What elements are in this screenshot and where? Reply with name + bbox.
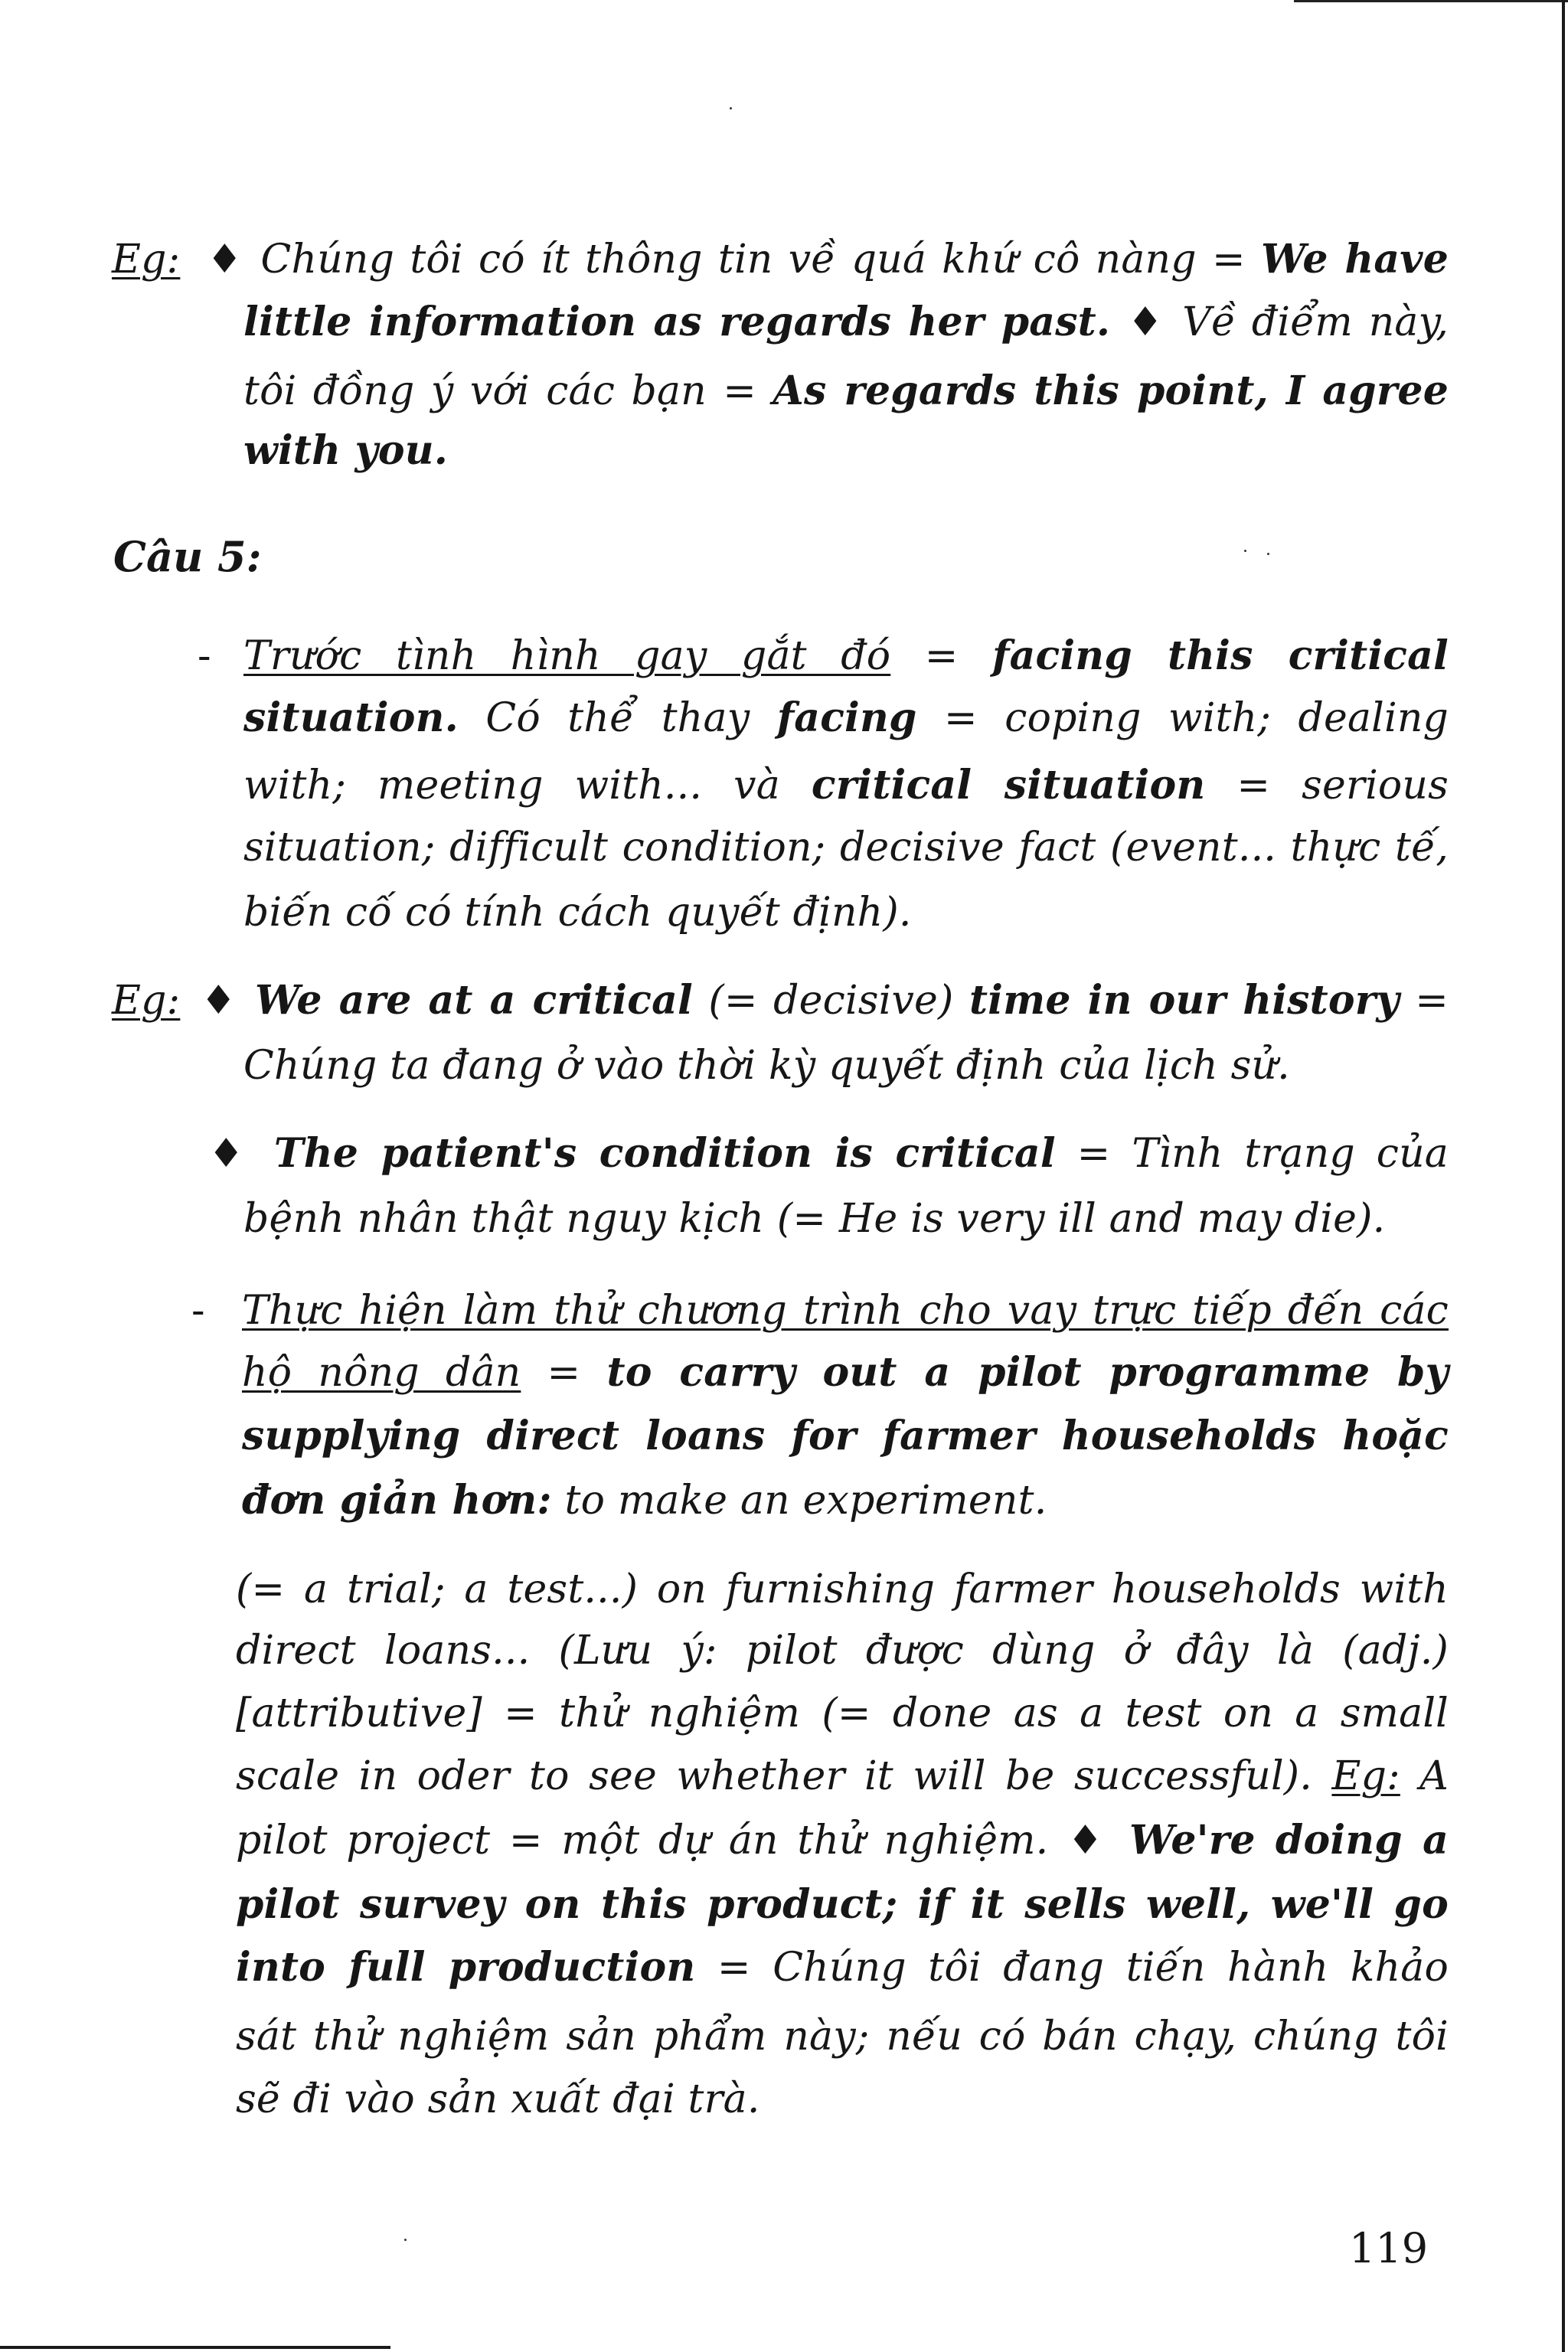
text-span: tôi đồng ý với các bạn = <box>243 368 773 414</box>
text-span: We are at a critical <box>255 977 693 1024</box>
text-line <box>243 761 1449 810</box>
text-line <box>236 1880 1449 1929</box>
eg-label: Eg: <box>112 978 181 1024</box>
dash-marker: - <box>198 633 211 679</box>
scan-edge-top <box>1294 0 1568 2</box>
text-line <box>242 1348 1449 1397</box>
text-line <box>243 426 448 475</box>
text-span: = coping with; dealing <box>916 695 1449 741</box>
page-number: 119 <box>1349 2224 1429 2272</box>
text-line: bệnh nhân thật nguy kịch (= He is very ill and may die). <box>243 1196 1386 1242</box>
text-line: sẽ đi vào sản xuất đại trà. <box>236 2076 760 2122</box>
text-span: supplying direct loans for farmer households hoặc <box>242 1413 1449 1459</box>
text-span: into full production <box>236 1944 696 1991</box>
text-span: As regards this point, I agree <box>773 368 1449 414</box>
text-span: = Tình trạng của <box>1055 1131 1449 1177</box>
text-line <box>243 694 1449 743</box>
bullet-icon: ♦ <box>207 237 246 283</box>
text-line <box>236 1943 1449 1992</box>
text-span: with; meeting with... và <box>243 763 812 808</box>
eg-label: Eg: <box>112 237 181 283</box>
text-span: = Chúng tôi đang tiến hành khảo <box>695 1945 1449 1991</box>
text-span: little information as regards her past. <box>243 299 1128 345</box>
text-span: We're doing a <box>1109 1817 1449 1864</box>
text-span: = serious <box>1205 763 1449 808</box>
text-span: = <box>521 1350 607 1396</box>
text-span: = <box>890 633 993 679</box>
text-line <box>208 1129 1449 1178</box>
text-line <box>243 632 1449 681</box>
text-span: A <box>1400 1753 1449 1799</box>
text-span: time in our history <box>969 977 1400 1024</box>
scan-speck <box>730 107 732 109</box>
scan-speck <box>1267 553 1269 555</box>
text-span: (= decisive) <box>692 978 969 1024</box>
dash-marker: - <box>191 1288 205 1334</box>
text-span: facing this critical <box>992 632 1449 679</box>
text-line: (= a trial; a test...) on furnishing farmer households with <box>236 1566 1449 1612</box>
scan-edge-bottom <box>0 2346 390 2349</box>
section-heading: Câu 5: <box>113 532 262 581</box>
underlined-phrase: hộ nông dân <box>242 1350 521 1396</box>
text-line: situation; difficult condition; decisive fact (event... thực tế, <box>243 825 1449 871</box>
text-line <box>243 367 1449 416</box>
text-span: pilot project = một dự án thử nghiệm. <box>236 1818 1068 1864</box>
text-span: Chúng tôi có ít thông tin về quá khứ cô nàng = <box>260 237 1261 283</box>
text-span: We have <box>1260 236 1449 283</box>
text-line: direct loans... (Lưu ý: pilot được dùng ở đây là (adj.) <box>236 1628 1449 1674</box>
scan-edge-right <box>1562 0 1565 2352</box>
scan-speck <box>1244 550 1246 552</box>
text-span: The patient's condition is critical <box>273 1130 1056 1177</box>
scan-speck <box>404 2239 407 2241</box>
text-line: [attributive] = thử nghiệm (= done as a test on a small <box>236 1690 1449 1736</box>
text-line <box>236 1752 1449 1801</box>
text-span: scale in oder to see whether it will be successful). <box>236 1753 1332 1799</box>
text-line: Chúng ta đang ở vào thời kỳ quyết định của lịch sử. <box>243 1043 1290 1089</box>
text-span: to make an experiment. <box>551 1478 1047 1524</box>
text-span: situation. <box>243 694 459 741</box>
text-line <box>207 235 1449 284</box>
text-line <box>236 1816 1449 1865</box>
text-span: đơn giản hơn: <box>242 1477 552 1524</box>
text-line: sát thử nghiệm sản phẩm này; nếu có bán chạy, chúng tôi <box>236 2014 1449 2060</box>
eg-label: Eg: <box>1331 1753 1400 1799</box>
text-span: Về điểm này, <box>1166 299 1449 345</box>
text-line <box>201 976 1449 1025</box>
text-span: with you. <box>243 427 449 474</box>
text-line <box>242 1412 1449 1461</box>
bullet-icon: ♦ <box>1127 299 1167 345</box>
text-span: facing <box>776 694 917 741</box>
text-span: to carry out a pilot programme by <box>606 1349 1449 1396</box>
text-span: Có thể thay <box>458 695 777 741</box>
underlined-phrase: Trước tình hình gay gắt đó <box>243 633 891 679</box>
text-line <box>242 1476 1047 1525</box>
text-span: critical situation <box>811 762 1206 808</box>
bullet-icon: ♦ <box>201 978 240 1024</box>
text-line: biến cố có tính cách quyết định). <box>243 890 912 936</box>
text-span: = <box>1399 978 1449 1024</box>
text-span: pilot survey on this product; if it sells well, we'll go <box>236 1881 1449 1928</box>
text-line <box>243 298 1449 347</box>
underlined-phrase: Thực hiện làm thử chương trình cho vay trực tiếp đến các <box>242 1288 1449 1334</box>
bullet-icon: ♦ <box>1067 1818 1109 1864</box>
bullet-icon: ♦ <box>208 1131 253 1177</box>
